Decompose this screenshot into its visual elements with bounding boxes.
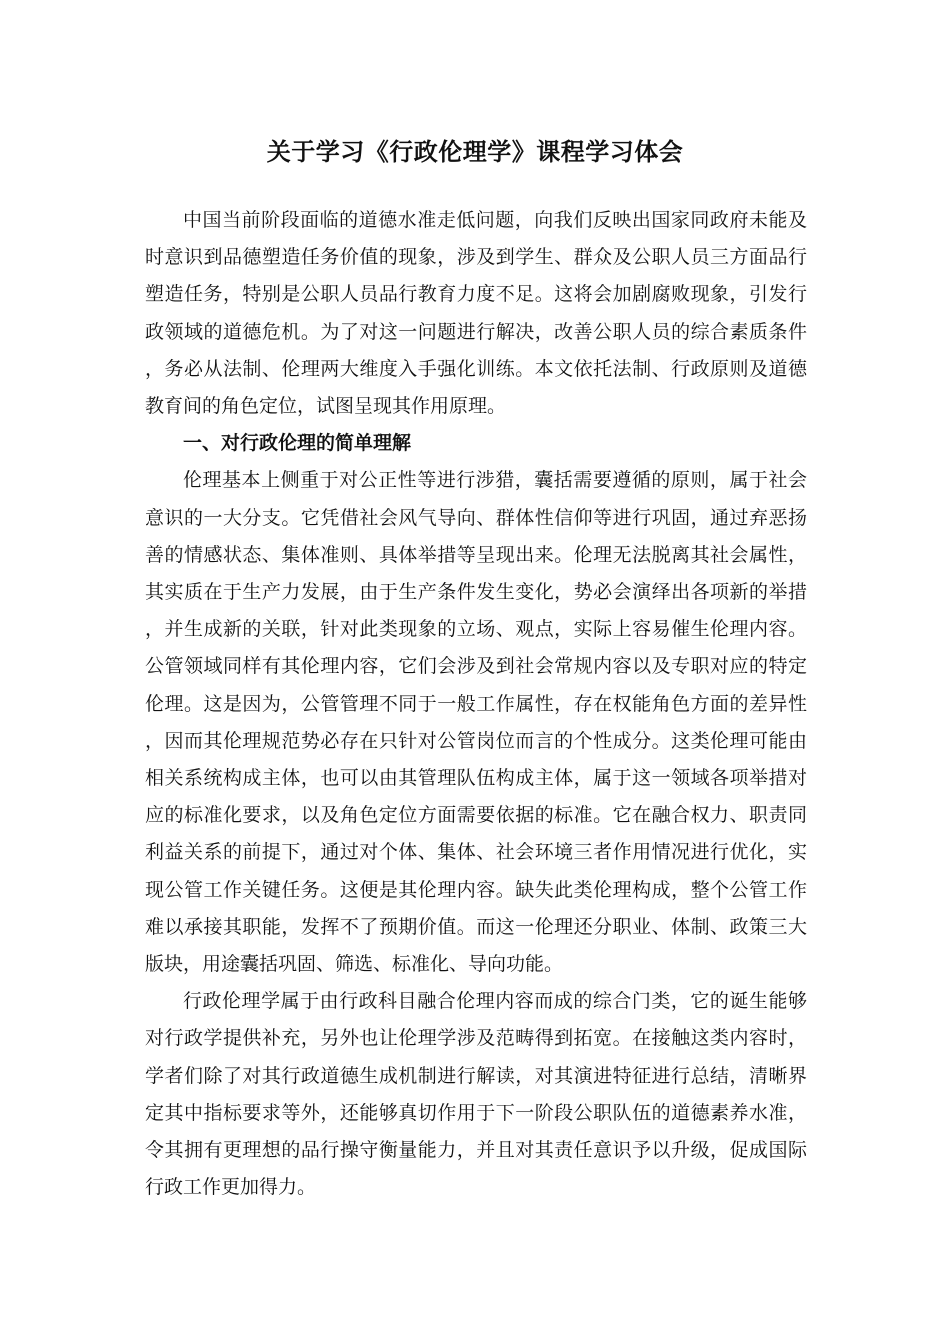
intro-paragraph: 中国当前阶段面临的道德水准走低问题，向我们反映出国家同政府未能及时意识到品德塑造任务价值的现象，涉及到学生、群众及公职人员三方面品行塑造任务，特别是公职人员品行教育力度不足。这将会加剧腐败现象，引发行政领域的道德危机。为了对这一问题进行解决，改善公职人员的综合素质条件，务必从法制、伦理两大维度入手强化训练。本文依托法制、行政原则及道德教育间的角色定位，试图呈现其作用原理。 xyxy=(145,209,807,418)
document-body xyxy=(145,202,807,1206)
section-heading: 一、对行政伦理的简单理解 xyxy=(183,432,412,455)
body-paragraph-administrative-ethics: 行政伦理学属于由行政科目融合伦理内容而成的综合门类，它的诞生能够对行政学提供补充，另外也让伦理学涉及范畴得到拓宽。在接触这类内容时，学者们除了对其行政道德生成机制进行解读，对其演进特征进行总结，清晰界定其中指标要求等外，还能够真切作用于下一阶段公职队伍的道德素养水准，令其拥有更理想的品行操守衡量能力，并且对其责任意识予以升级，促成国际行政工作更加得力。 xyxy=(145,990,807,1199)
document-title: 关于学习《行政伦理学》课程学习体会 xyxy=(266,137,684,166)
body-paragraph-ethics-definition: 伦理基本上侧重于对公正性等进行涉猎，囊括需要遵循的原则，属于社会意识的一大分支。它凭借社会风气导向、群体性信仰等进行巩固，通过弃恶扬善的情感状态、集体准则、具体举措等呈现出来。伦理无法脱离其社会属性，其实质在于生产力发展，由于生产条件发生变化，势必会演绎出各项新的举措，并生成新的关联，针对此类现象的立场、观点，实际上容易催生伦理内容。公管领域同样有其伦理内容，它们会涉及到社会常规内容以及专职对应的特定伦理。这是因为，公管管理不同于一般工作属性，存在权能角色方面的差异性，因而其伦理规范势必存在只针对公管岗位而言的个性成分。这类伦理可能由相关系统构成主体，也可以由其管理队伍构成主体，属于这一领域各项举措对应的标准化要求，以及角色定位方面需要依据的标准。它在融合权力、职责同利益关系的前提下，通过对个体、集体、社会环境三者作用情况进行优化，实现公管工作关键任务。这便是其伦理内容。缺失此类伦理构成，整个公管工作难以承接其职能，发挥不了预期价值。而这一伦理还分职业、体制、政策三大版块，用途囊括巩固、筛选、标准化、导向功能。 xyxy=(145,469,807,976)
